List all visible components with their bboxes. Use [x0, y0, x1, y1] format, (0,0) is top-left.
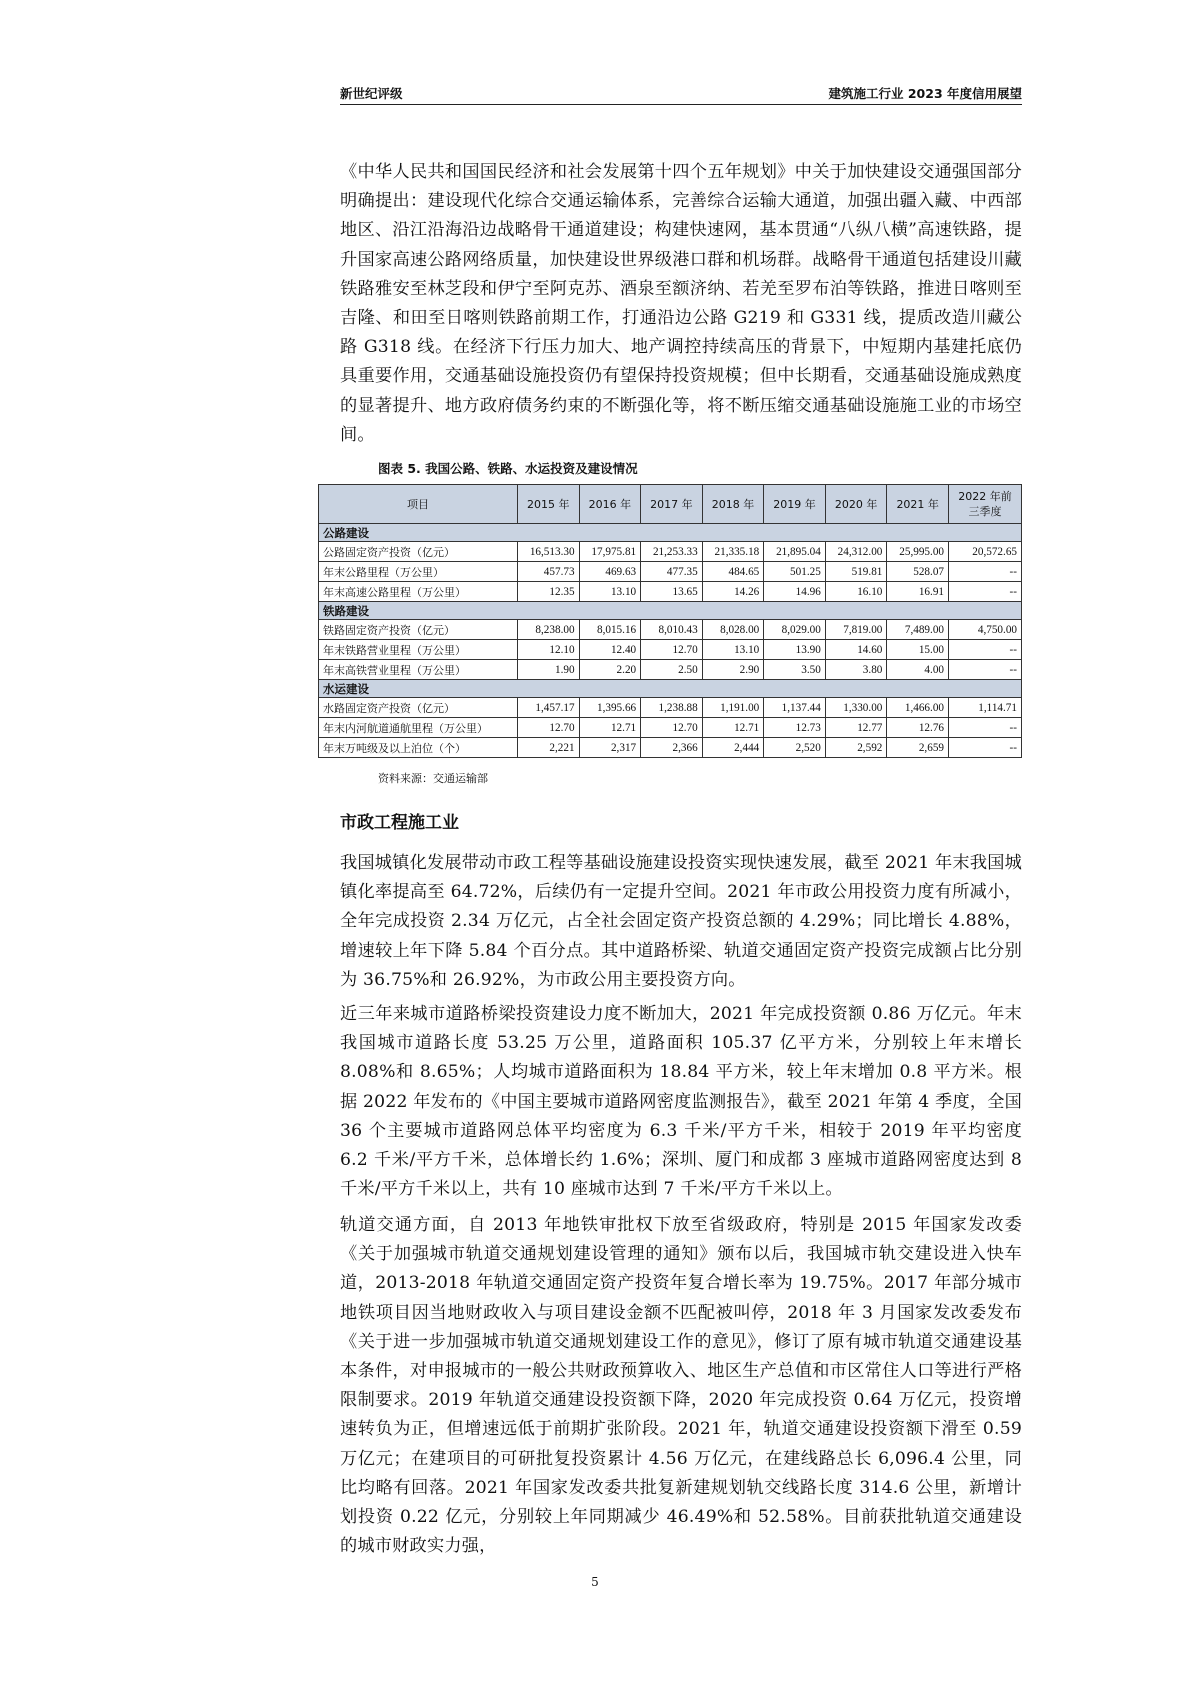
table-cell: 8,028.00: [702, 620, 764, 640]
header-cell-2022q3: 2022 年前三季度: [949, 485, 1022, 524]
table-cell: 21,895.04: [764, 542, 826, 562]
row-label: 年末万吨级及以上泊位（个）: [319, 738, 518, 758]
table-cell: 8,238.00: [518, 620, 580, 640]
table-cell: 2,444: [702, 738, 764, 758]
table-cell: 2.90: [702, 660, 764, 680]
table-cell: 7,819.00: [825, 620, 887, 640]
table-cell: 20,572.65: [949, 542, 1022, 562]
table-cell: 1,114.71: [949, 698, 1022, 718]
row-label: 年末高铁营业里程（万公里）: [319, 660, 518, 680]
table-cell: 8,029.00: [764, 620, 826, 640]
table-cell: 12.76: [887, 718, 949, 738]
section-label: 水运建设: [319, 680, 1022, 698]
table-cell: --: [949, 640, 1022, 660]
table-cell: 484.65: [702, 562, 764, 582]
table-cell: --: [949, 582, 1022, 602]
table-cell: 528.07: [887, 562, 949, 582]
header-cell-2016: 2016 年: [579, 485, 641, 524]
header-cell-2018: 2018 年: [702, 485, 764, 524]
header-report-title: 建筑施工行业 2023 年度信用展望: [828, 86, 1022, 101]
table-cell: 21,253.33: [641, 542, 703, 562]
table-cell: 16.10: [825, 582, 887, 602]
paragraph-transport-plan: 《中华人民共和国国民经济和社会发展第十四个五年规划》中关于加快建设交通强国部分明确提出：建设现代化综合交通运输体系，完善综合运输大通道，加强出疆入藏、中西部地区、沿江沿海沿边战略骨干通道建设；构建快速网，基本贯通“八纵八横”高速铁路，提升国家高速公路网络质量，加快建设世界级港口群和机场群。战略骨干通道包括建设川藏铁路雅安至林芝段和伊宁至阿克苏、酒泉至额济纳、若羌至罗布泊等铁路，推进日喀则至吉隆、和田至日喀则铁路前期工作，打通沿边公路 G219 和 G331 线，提质改造川藏公路 G318 线。在经济下行压力加大、地产调控持续高压的背景下，中短期内基建托底仍具重要作用，交通基础设施投资仍有望保持投资规模；但中长期看，交通基础设施成熟度的显著提升、地方政府债务约束的不断强化等，将不断压缩交通基础设施施工业的市场空间。: [340, 162, 1022, 445]
table-cell: 13.65: [641, 582, 703, 602]
table-cell: 1.90: [518, 660, 580, 680]
table-section-row: [319, 524, 1022, 542]
table-cell: 14.60: [825, 640, 887, 660]
row-label: 年末铁路营业里程（万公里）: [319, 640, 518, 660]
table-cell: 12.77: [825, 718, 887, 738]
table-section-row: [319, 602, 1022, 620]
table-cell: 457.73: [518, 562, 580, 582]
table-cell: 12.70: [518, 718, 580, 738]
table-cell: 477.35: [641, 562, 703, 582]
table-row: [319, 738, 1022, 758]
table-cell: 12.10: [518, 640, 580, 660]
table-cell: 2,659: [887, 738, 949, 758]
table-cell: 16.91: [887, 582, 949, 602]
table-row: [319, 542, 1022, 562]
table-row: [319, 718, 1022, 738]
table-cell: 469.63: [579, 562, 641, 582]
table-cell: 501.25: [764, 562, 826, 582]
table-cell: 519.81: [825, 562, 887, 582]
table-row: [319, 620, 1022, 640]
table-cell: 7,489.00: [887, 620, 949, 640]
table-cell: 12.73: [764, 718, 826, 738]
row-label: 铁路固定资产投资（亿元）: [319, 620, 518, 640]
section-title-municipal: 市政工程施工业: [340, 813, 459, 833]
header-cell-2020: 2020 年: [825, 485, 887, 524]
table-section-row: [319, 680, 1022, 698]
header-cell-2015: 2015 年: [518, 485, 580, 524]
table-cell: 4,750.00: [949, 620, 1022, 640]
table-cell: 15.00: [887, 640, 949, 660]
table-cell: 16,513.30: [518, 542, 580, 562]
table-cell: 12.71: [579, 718, 641, 738]
header-cell-2019: 2019 年: [764, 485, 826, 524]
header-org-name: 新世纪评级: [340, 86, 403, 101]
row-label: 公路固定资产投资（亿元）: [319, 542, 518, 562]
row-label: 年末高速公路里程（万公里）: [319, 582, 518, 602]
table-cell: 2,592: [825, 738, 887, 758]
table-cell: 12.70: [641, 718, 703, 738]
table-cell: 2,221: [518, 738, 580, 758]
header-cell-item: 项目: [319, 485, 518, 524]
table-row: [319, 562, 1022, 582]
table-cell: 4.00: [887, 660, 949, 680]
table-row: [319, 698, 1022, 718]
table-cell: 2.50: [641, 660, 703, 680]
header-cell-2021: 2021 年: [887, 485, 949, 524]
table-body: [319, 524, 1022, 758]
paragraph-urban-roads: 近三年来城市道路桥梁投资建设力度不断加大，2021 年完成投资额 0.86 万亿元。年末我国城市道路长度 53.25 万公里，道路面积 105.37 亿平方米，分别较上年末增长 8.08%和 8.65%；人均城市道路面积为 18.84 平方米，较上年末增加 0.8 平方米。根据 2022 年发布的《中国主要城市道路网密度监测报告》，截至 2021 年第 4 季度，全国 36 个主要城市道路网总体平均密度为 6.3 千米/平方千米，相较于 2019 年平均密度 6.2 千米/平方千米，总体增长约 1.6%；深圳、厦门和成都 3 座城市道路网密度达到 8 千米/平方千米以上，共有 10 座城市达到 7 千米/平方千米以上。: [340, 1004, 1023, 1200]
table-cell: 2,520: [764, 738, 826, 758]
table-cell: --: [949, 660, 1022, 680]
table-caption: 图表 5. 我国公路、铁路、水运投资及建设情况: [378, 461, 638, 476]
table-cell: 14.96: [764, 582, 826, 602]
investment-table: [318, 484, 1022, 758]
table-header-row: [319, 485, 1022, 524]
table-cell: 1,330.00: [825, 698, 887, 718]
table-cell: 14.26: [702, 582, 764, 602]
page-header: [340, 84, 1022, 104]
table-cell: 3.80: [825, 660, 887, 680]
table-cell: 13.10: [579, 582, 641, 602]
section-label: 公路建设: [319, 524, 1022, 542]
table-cell: --: [949, 562, 1022, 582]
table-cell: 25,995.00: [887, 542, 949, 562]
table-cell: 2,366: [641, 738, 703, 758]
section-label: 铁路建设: [319, 602, 1022, 620]
header-divider: [340, 104, 1022, 105]
table-cell: 1,238.88: [641, 698, 703, 718]
paragraph-rail-transit: 轨道交通方面，自 2013 年地铁审批权下放至省级政府，特别是 2015 年国家发改委《关于加强城市轨道交通规划建设管理的通知》颁布以后，我国城市轨交建设进入快车道，2013-2018 年轨道交通固定资产投资年复合增长率为 19.75%。2017 年部分城市地铁项目因当地财政收入与项目建设金额不匹配被叫停，2018 年 3 月国家发改委发布《关于进一步加强城市轨道交通规划建设工作的意见》，修订了原有城市轨道交通建设基本条件，对申报城市的一般公共财政预算收入、地区生产总值和市区常住人口等进行严格限制要求。2019 年轨道交通建设投资额下降，2020 年完成投资 0.64 万亿元，投资增速转负为正，但增速远低于前期扩张阶段。2021 年，轨道交通建设投资额下滑至 0.59 万亿元；在建项目的可研批复投资累计 4.56 万亿元，在建线路总长 6,096.4 公里，同比均略有回落。2021 年国家发改委共批复新建规划轨交线路长度 314.6 公里，新增计划投资 0.22 亿元，分别较上年同期减少 46.49%和 52.58%。目前获批轨道交通建设的城市财政实力强，: [340, 1215, 1022, 1557]
table-cell: 24,312.00: [825, 542, 887, 562]
table-cell: 1,395.66: [579, 698, 641, 718]
table-cell: --: [949, 718, 1022, 738]
table-cell: 1,191.00: [702, 698, 764, 718]
table-row: [319, 582, 1022, 602]
row-label: 年末公路里程（万公里）: [319, 562, 518, 582]
table-cell: 21,335.18: [702, 542, 764, 562]
table-cell: 2,317: [579, 738, 641, 758]
table-cell: 3.50: [764, 660, 826, 680]
table-cell: 12.40: [579, 640, 641, 660]
table-source: 资料来源：交通运输部: [378, 772, 488, 785]
paragraph-urbanization: 我国城镇化发展带动市政工程等基础设施建设投资实现快速发展，截至 2021 年末我国城镇化率提高至 64.72%，后续仍有一定提升空间。2021 年市政公用投资力度有所减小，全年完成投资 2.34 万亿元，占全社会固定资产投资总额的 4.29%；同比增长 4.88%，增速较上年下降 5.84 个百分点。其中道路桥梁、轨道交通固定资产投资完成额占比分别为 36.75%和 26.92%，为市政公用主要投资方向。: [340, 853, 1022, 990]
table-cell: 1,466.00: [887, 698, 949, 718]
table-cell: 12.70: [641, 640, 703, 660]
page-number: 5: [591, 1575, 599, 1589]
table-cell: 8,015.16: [579, 620, 641, 640]
table-cell: 2.20: [579, 660, 641, 680]
table-row: [319, 640, 1022, 660]
table-row: [319, 660, 1022, 680]
table-cell: 17,975.81: [579, 542, 641, 562]
row-label: 水路固定资产投资（亿元）: [319, 698, 518, 718]
table-cell: 13.10: [702, 640, 764, 660]
table-cell: 8,010.43: [641, 620, 703, 640]
table-cell: 13.90: [764, 640, 826, 660]
table-cell: --: [949, 738, 1022, 758]
row-label: 年末内河航道通航里程（万公里）: [319, 718, 518, 738]
table-cell: 12.71: [702, 718, 764, 738]
table-cell: 12.35: [518, 582, 580, 602]
header-cell-2017: 2017 年: [641, 485, 703, 524]
table-cell: 1,137.44: [764, 698, 826, 718]
table-cell: 1,457.17: [518, 698, 580, 718]
